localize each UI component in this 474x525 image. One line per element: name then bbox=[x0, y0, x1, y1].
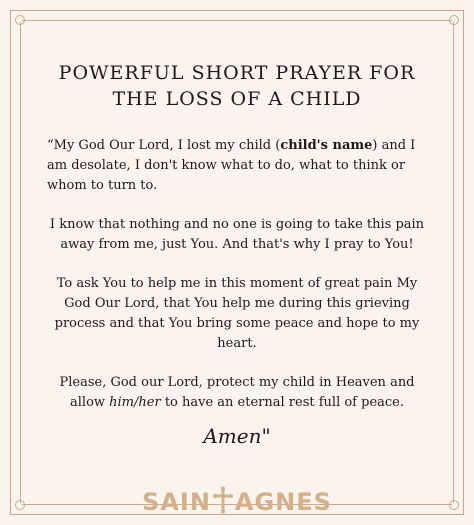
prayer-paragraph-2: I know that nothing and no one is going to take this pain away from me, just You. And that's why I pray to You! bbox=[49, 217, 425, 252]
logo-text-part-1: SAIN bbox=[142, 488, 211, 516]
prayer-paragraph-4-end: to have an eternal rest full of peace. bbox=[160, 395, 404, 410]
prayer-title-line-1: POWERFUL SHORT PRAYER FOR bbox=[58, 62, 416, 84]
prayer-paragraph-4 bbox=[47, 373, 427, 413]
corner-ornament-top-left bbox=[15, 15, 25, 25]
prayer-title bbox=[0, 60, 474, 112]
corner-ornament-top-right bbox=[449, 15, 459, 25]
saint-agnes-logo bbox=[0, 486, 474, 516]
pronoun-placeholder: him/her bbox=[109, 395, 161, 410]
logo-text-part-2: AGNES bbox=[234, 488, 332, 516]
prayer-paragraph-4-start: Please, God our Lord, protect my child in Heaven and allow bbox=[59, 375, 415, 410]
prayer-paragraph-3: To ask You to help me in this moment of great pain My God Our Lord, that You help me during this grieving process and that You bring some peace and hope to my heart. bbox=[54, 276, 420, 351]
prayer-paragraph-1-end: ) and I am desolate, I don't know what to do, what to think or whom to turn to. bbox=[47, 138, 416, 193]
childs-name-placeholder: child's name bbox=[280, 138, 373, 153]
prayer-closing: Amen" bbox=[203, 424, 271, 448]
frame-top-inner bbox=[22, 20, 452, 21]
cross-icon bbox=[212, 486, 234, 514]
prayer-paragraph-1-start: “My God Our Lord, I lost my child ( bbox=[47, 138, 281, 153]
prayer-title-line-2: THE LOSS OF A CHILD bbox=[112, 88, 362, 110]
prayer-paragraph-1 bbox=[47, 136, 427, 196]
prayer-body bbox=[47, 136, 427, 432]
frame-top-outer bbox=[10, 10, 464, 11]
